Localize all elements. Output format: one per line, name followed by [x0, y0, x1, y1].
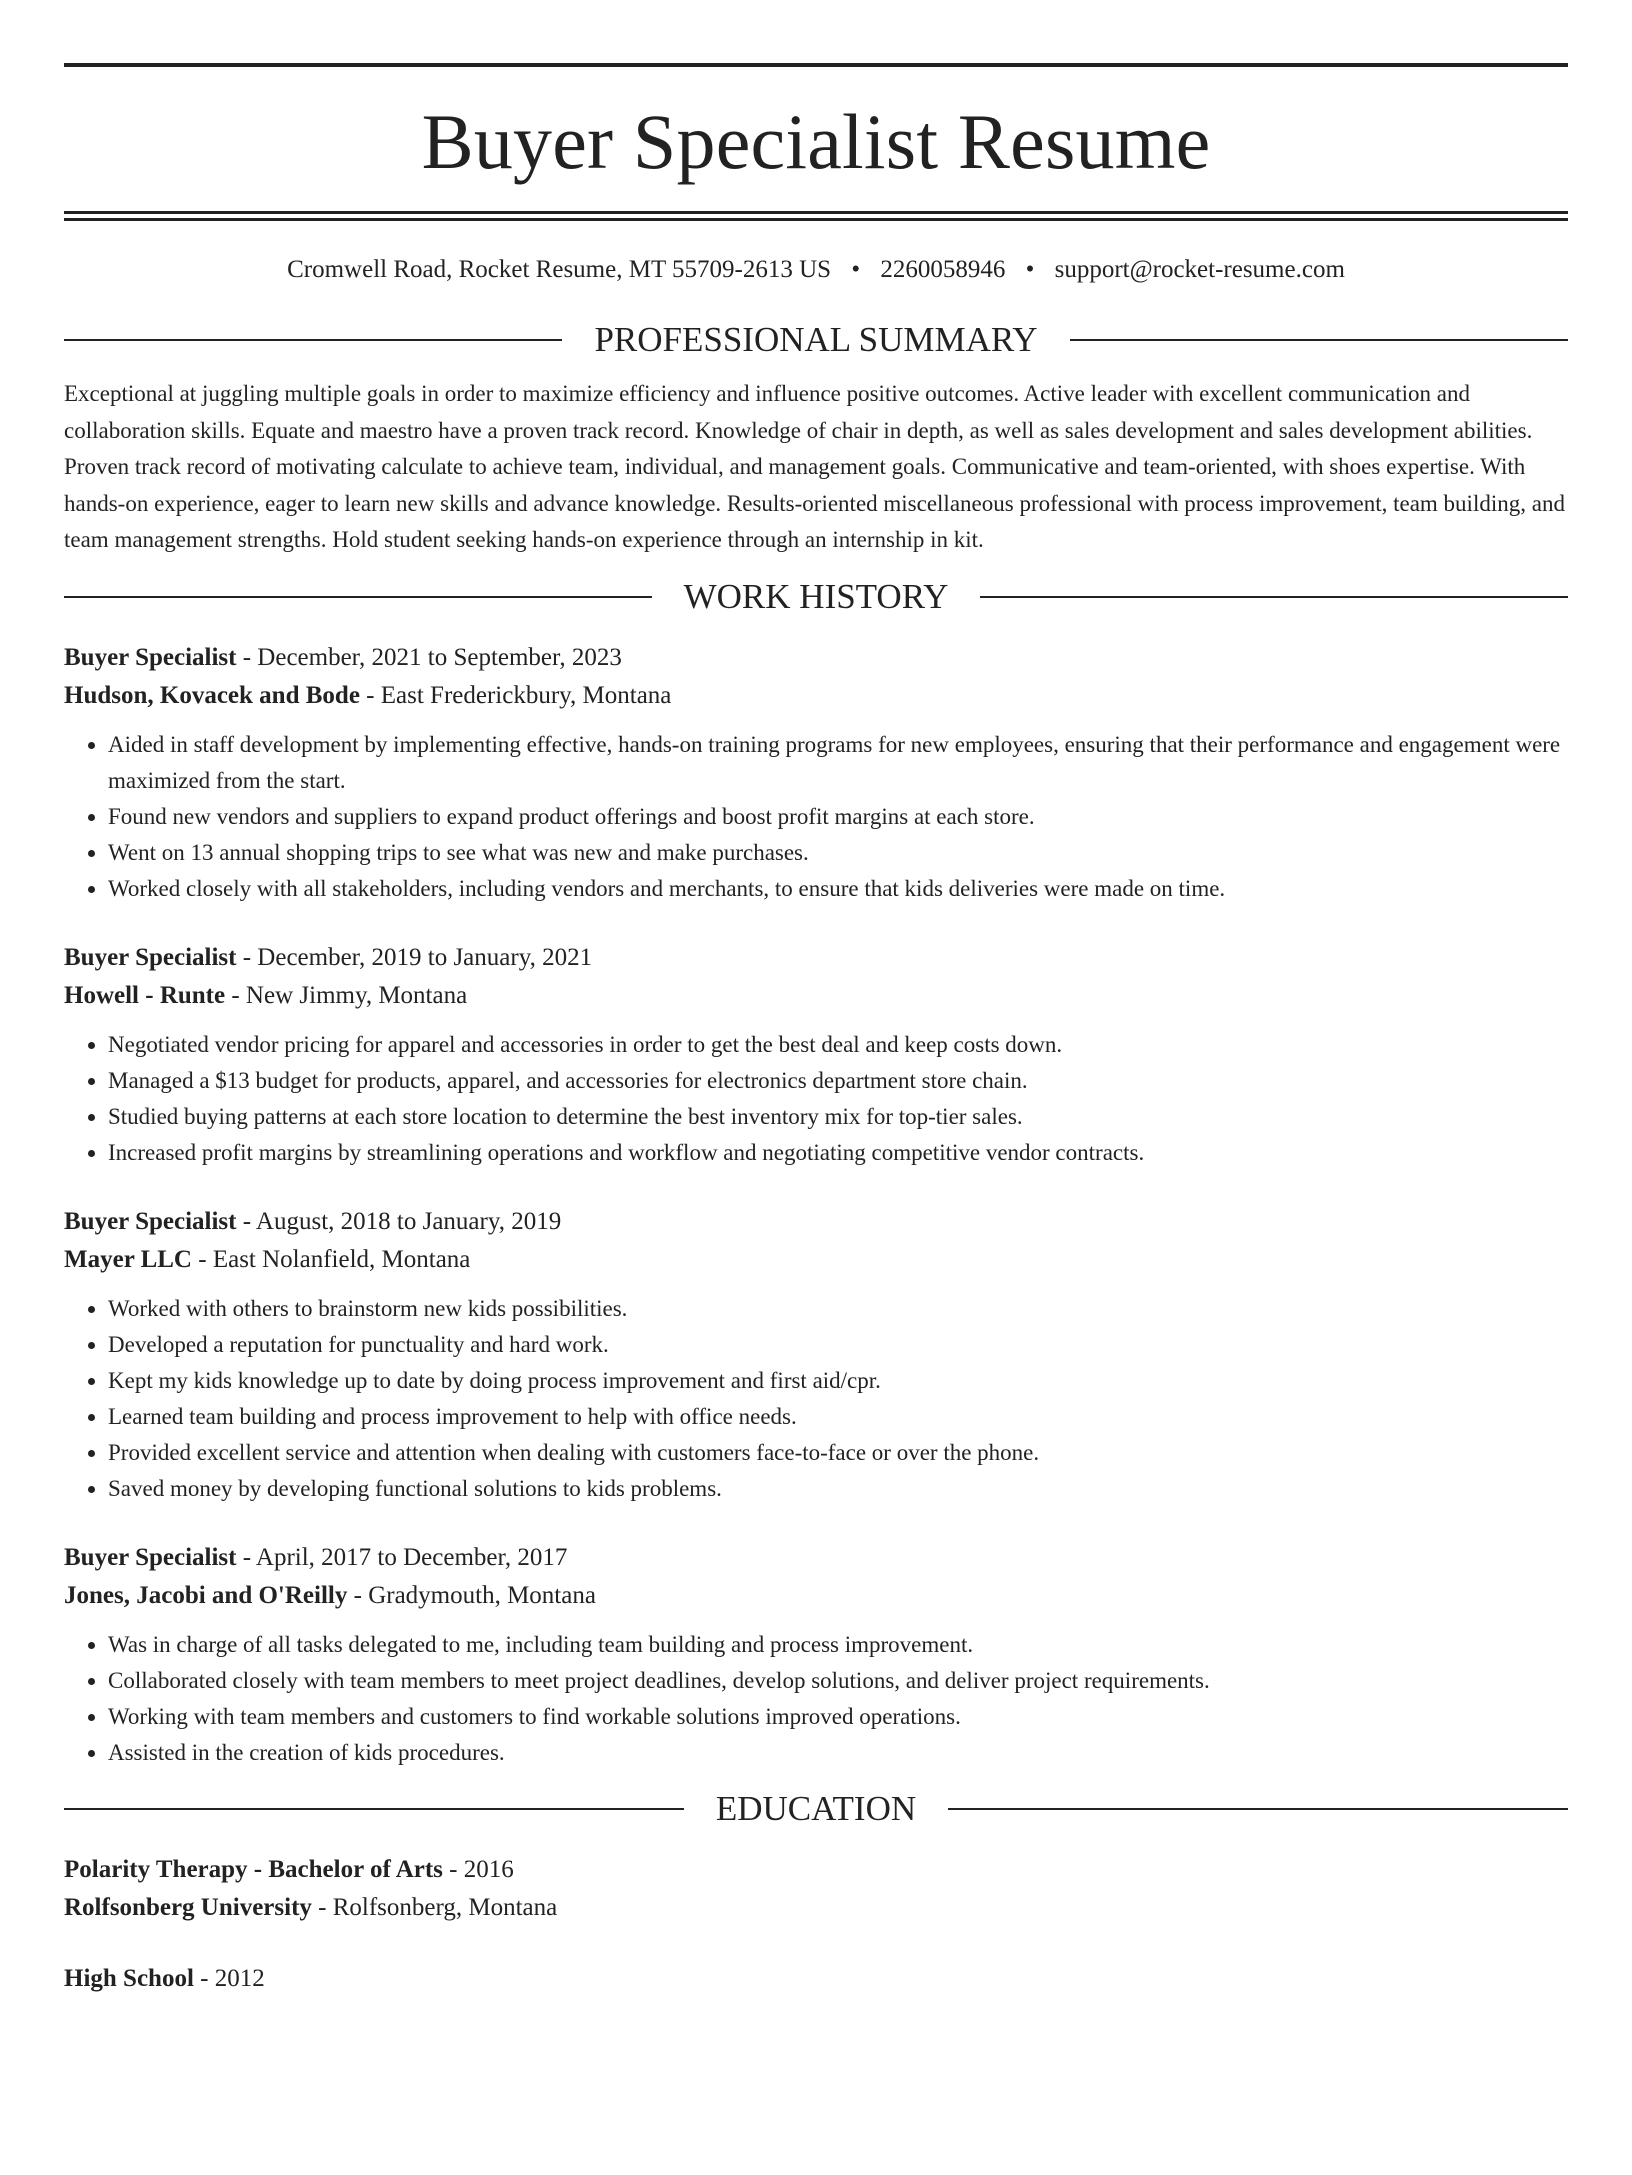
job-company-line — [64, 977, 1568, 1015]
section-rule-left — [64, 1808, 684, 1810]
duty-item: • Collaborated closely with team members to meet project deadlines, develop solutions, and deliver project requirements. — [108, 1663, 1568, 1699]
duty-item: • Worked closely with all stakeholders, including vendors and merchants, to ensure that kids deliveries were made on time. — [108, 871, 1568, 907]
duty-item: • Went on 13 annual shopping trips to see what was new and make purchases. — [108, 835, 1568, 871]
section-title-education: EDUCATION — [715, 1788, 917, 1828]
education-degree: Polarity Therapy - Bachelor of Arts — [64, 1855, 443, 1883]
job-title-line — [64, 939, 1568, 977]
job-title: Buyer Specialist — [64, 1543, 237, 1571]
contact-line — [64, 255, 1568, 285]
job-company: Hudson, Kovacek and Bode — [64, 681, 360, 709]
duty-item: • Learned team building and process improvement to help with office needs. — [108, 1399, 1568, 1435]
duty-item: • Negotiated vendor pricing for apparel and accessories in order to get the best deal and keep costs down. — [108, 1027, 1568, 1063]
job-location: - Gradymouth, Montana — [347, 1581, 596, 1609]
job-location: - East Frederickbury, Montana — [359, 681, 672, 709]
job-entry — [64, 939, 1568, 1171]
section-header-education — [64, 1789, 1568, 1829]
education-year: - 2016 — [442, 1855, 514, 1883]
job-dates: - August, 2018 to January, 2019 — [236, 1207, 562, 1235]
education-degree-line — [64, 1960, 1568, 1998]
duty-item: • Found new vendors and suppliers to expand product offerings and boost profit margins at each store. — [108, 799, 1568, 835]
job-company-line — [64, 1577, 1568, 1615]
duty-item: • Developed a reputation for punctuality and hard work. — [108, 1327, 1568, 1363]
duty-item: • Provided excellent service and attention when dealing with customers face-to-face or over the phone. — [108, 1435, 1568, 1471]
contact-address: Cromwell Road, Rocket Resume, MT 55709-2613 US — [287, 256, 832, 283]
education-location: - Rolfsonberg, Montana — [311, 1893, 558, 1921]
job-duties — [64, 1627, 1568, 1771]
section-rule-right — [948, 1808, 1568, 1810]
job-dates: - December, 2019 to January, 2021 — [236, 943, 593, 971]
section-rule-right — [1070, 339, 1568, 341]
contact-phone: 2260058946 — [880, 256, 1006, 283]
job-dates: - April, 2017 to December, 2017 — [236, 1543, 568, 1571]
job-entry — [64, 1203, 1568, 1507]
duty-item: • Assisted in the creation of kids procedures. — [108, 1735, 1568, 1771]
job-company: Howell - Runte — [64, 981, 226, 1009]
job-entry — [64, 1539, 1568, 1771]
contact-separator: • — [1025, 256, 1035, 283]
job-company: Jones, Jacobi and O'Reilly — [64, 1581, 348, 1609]
job-title: Buyer Specialist — [64, 643, 237, 671]
top-rule — [64, 63, 1568, 67]
duty-item: • Was in charge of all tasks delegated to me, including team building and process improvement. — [108, 1627, 1568, 1663]
job-entry — [64, 639, 1568, 907]
education-year: - 2012 — [193, 1964, 265, 1992]
job-dates: - December, 2021 to September, 2023 — [236, 643, 622, 671]
summary-text: Exceptional at juggling multiple goals in order to maximize efficiency and influence positive outcomes. Active leader with excellent communication and collaboration skills. Equate and maestro have a proven track record. Knowledge of chair in depth, as well as sales development and sales development abilities. Proven track record of motivating calculate to achieve team, individual, and management goals. Communicative and team-oriented, with shoes expertise. With hands-on experience, eager to learn new skills and advance knowledge. Results-oriented miscellaneous professional with process improvement, team building, and team management strengths. Hold student seeking hands-on experience through an internship in kit. — [64, 381, 1565, 552]
section-header-work — [64, 577, 1568, 617]
resume-title: Buyer Specialist Resume — [421, 98, 1211, 185]
duty-item: • Managed a $13 budget for products, apparel, and accessories for electronics department store chain. — [108, 1063, 1568, 1099]
job-title-line — [64, 1539, 1568, 1577]
section-title-work: WORK HISTORY — [683, 576, 949, 616]
job-company-line — [64, 677, 1568, 715]
duty-item: • Increased profit margins by streamlining operations and workflow and negotiating competitive vendor contracts. — [108, 1135, 1568, 1171]
contact-email: support@rocket-resume.com — [1054, 256, 1345, 283]
job-location: - East Nolanfield, Montana — [192, 1245, 471, 1273]
education-degree-line — [64, 1851, 1568, 1889]
duty-item: • Studied buying patterns at each store location to determine the best inventory mix for top-tier sales. — [108, 1099, 1568, 1135]
education-school-line — [64, 1889, 1568, 1927]
job-company: Mayer LLC — [64, 1245, 192, 1273]
job-title-line — [64, 639, 1568, 677]
education-school: Rolfsonberg University — [64, 1893, 312, 1921]
job-title: Buyer Specialist — [64, 943, 237, 971]
resume-page — [0, 63, 1632, 2175]
duty-item: • Worked with others to brainstorm new kids possibilities. — [108, 1291, 1568, 1327]
section-rule-right — [980, 596, 1568, 598]
title-double-rule — [64, 211, 1568, 221]
job-duties — [64, 1027, 1568, 1171]
job-title-line — [64, 1203, 1568, 1241]
duty-item: • Kept my kids knowledge up to date by doing process improvement and first aid/cpr. — [108, 1363, 1568, 1399]
duty-item: • Working with team members and customers to find workable solutions improved operations. — [108, 1699, 1568, 1735]
job-location: - New Jimmy, Montana — [225, 981, 468, 1009]
contact-separator: • — [851, 256, 861, 283]
section-rule-left — [64, 339, 562, 341]
job-title: Buyer Specialist — [64, 1207, 237, 1235]
job-duties — [64, 1291, 1568, 1507]
section-title-summary: PROFESSIONAL SUMMARY — [594, 320, 1038, 359]
education-entry — [64, 1851, 1568, 1927]
job-duties — [64, 727, 1568, 907]
section-rule-left — [64, 596, 652, 598]
education-entry — [64, 1960, 1568, 1998]
education-degree: High School — [64, 1964, 194, 1992]
duty-item: • Saved money by developing functional solutions to kids problems. — [108, 1471, 1568, 1507]
section-header-summary — [64, 320, 1568, 360]
duty-item: • Aided in staff development by implementing effective, hands-on training programs for new employees, ensuring that their performance and engagement were maximized from the start. — [108, 727, 1568, 799]
job-company-line — [64, 1241, 1568, 1279]
